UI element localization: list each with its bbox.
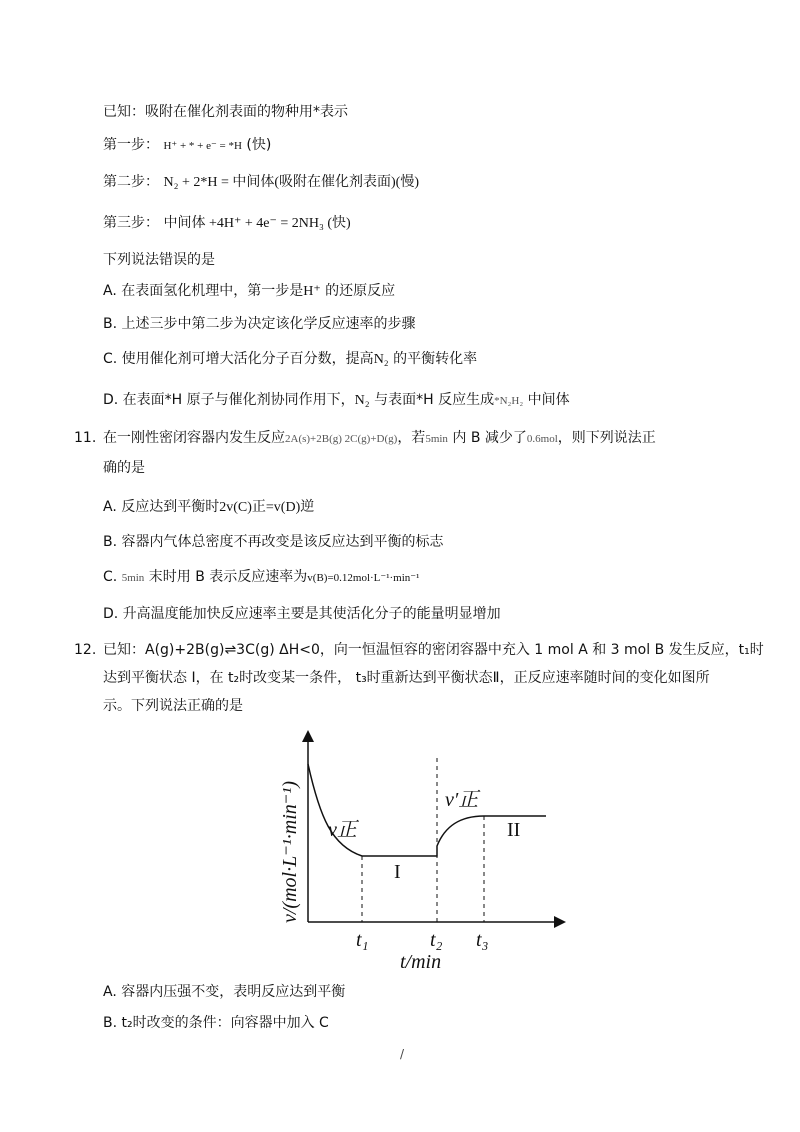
q10-option-a: A. 在表面氢化机理中，第一步是H⁺ 的还原反应: [103, 283, 396, 299]
step-3: 第三步： 中间体 +4H⁺ + 4e⁻ = 2NH₃ (快): [103, 215, 351, 231]
page-footer: /: [400, 1047, 405, 1061]
y-axis-label: v/(mol·L⁻¹·min⁻¹): [279, 781, 301, 923]
q12-stem-line1: 已知：A(g)+2B(g)⇌3C(g) ΔH<0，向一恒温恒容的密闭容器中充入 1 mol A 和 3 mol B 发生反应，t₁时: [103, 642, 764, 658]
q12-option-b: B. t₂时改变的条件：向容器中加入 C: [103, 1015, 329, 1031]
tick-t1: t₁: [356, 929, 369, 951]
rate-time-chart: [270, 728, 570, 978]
curve-label-v-prime: v′正: [445, 789, 479, 811]
rate-curve: [308, 764, 546, 856]
region-label-2: II: [507, 819, 521, 841]
known-note: 已知：吸附在催化剂表面的物种用*表示: [103, 104, 348, 120]
x-axis-label: t/min: [400, 951, 442, 973]
q12-number: 12.: [74, 642, 97, 658]
q10-option-d: D. 在表面*H 原子与催化剂协同作用下，N₂ 与表面*H 反应生成*N₂H₂ 中间体: [103, 392, 570, 408]
tick-t2: t₂: [430, 929, 443, 951]
q10-option-c: C. 使用催化剂可增大活化分子百分数，提高N₂ 的平衡转化率: [103, 351, 478, 367]
q11-stem-cont: 确的是: [103, 460, 145, 476]
region-label-1: I: [394, 861, 401, 883]
q11-option-a: A. 反应达到平衡时2v(C)正=v(D)逆: [103, 499, 315, 515]
q11-option-b: B. 容器内气体总密度不再改变是该反应达到平衡的标志: [103, 534, 444, 550]
q12-option-a: A. 容器内压强不变，表明反应达到平衡: [103, 984, 346, 1000]
q11-option-d: D. 升高温度能加快反应速率主要是其使活化分子的能量明显增加: [103, 606, 501, 622]
q11-stem: 在一刚性密闭容器内发生反应2A(s)+2B(g) 2C(g)+D(g)，若5min 内 B 减少了0.6mol，则下列说法正: [103, 430, 656, 446]
tick-t3: t₃: [476, 929, 489, 951]
q11-number: 11.: [74, 430, 97, 446]
q12-stem-line3: 示。下列说法正确的是: [103, 698, 243, 714]
curve-label-v: v正: [328, 819, 357, 841]
step-1: 第一步： H⁺ + * + e⁻ = *H (快): [103, 137, 272, 153]
q11-option-c: C. 5min 末时用 B 表示反应速率为v(B)=0.12mol·L⁻¹·min⁻¹: [103, 569, 420, 585]
q10-option-b: B. 上述三步中第二步为决定该化学反应速率的步骤: [103, 316, 416, 332]
step-2: 第二步： N₂ + 2*H = 中间体(吸附在催化剂表面)(慢): [103, 174, 419, 190]
q12-stem-line2: 达到平衡状态 I，在 t₂时改变某一条件， t₃时重新达到平衡状态Ⅱ，正反应速率随时间的变化如图所: [103, 670, 710, 686]
q10-question: 下列说法错误的是: [103, 252, 215, 268]
